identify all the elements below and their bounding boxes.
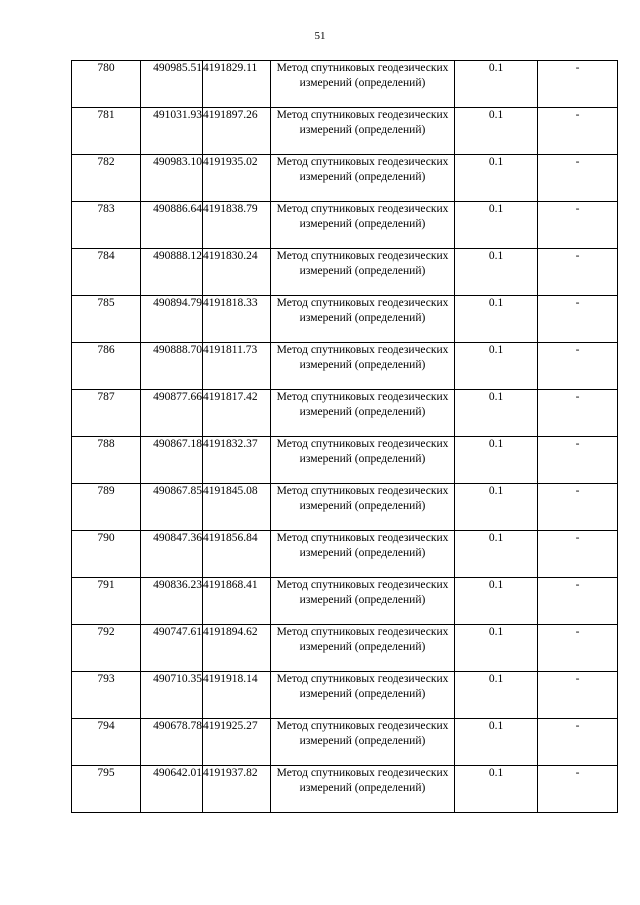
method-cell: Метод спутниковых геодезических измерений (определений): [271, 249, 455, 296]
table-row: [72, 766, 618, 813]
table-row: [72, 437, 618, 484]
method-cell: Метод спутниковых геодезических измерений (определений): [271, 672, 455, 719]
accuracy-cell: 0.1: [455, 578, 538, 625]
accuracy-cell: 0.1: [455, 484, 538, 531]
method-cell: Метод спутниковых геодезических измерений (определений): [271, 437, 455, 484]
y-coordinate-cell: 4191935.02: [203, 155, 271, 202]
x-coordinate-cell: 490847.36: [141, 531, 203, 578]
extra-cell: -: [538, 672, 618, 719]
point-number-cell: 786: [72, 343, 141, 390]
method-cell: Метод спутниковых геодезических измерений (определений): [271, 531, 455, 578]
accuracy-cell: 0.1: [455, 672, 538, 719]
point-number-cell: 785: [72, 296, 141, 343]
table-row: [72, 672, 618, 719]
accuracy-cell: 0.1: [455, 61, 538, 108]
extra-cell: -: [538, 531, 618, 578]
point-number-cell: 795: [72, 766, 141, 813]
page-number: 51: [314, 30, 326, 42]
x-coordinate-cell: 490877.66: [141, 390, 203, 437]
y-coordinate-cell: 4191897.26: [203, 108, 271, 155]
table-row: [72, 484, 618, 531]
method-cell: Метод спутниковых геодезических измерений (определений): [271, 61, 455, 108]
accuracy-cell: 0.1: [455, 296, 538, 343]
extra-cell: -: [538, 578, 618, 625]
table-row: [72, 578, 618, 625]
x-coordinate-cell: 491031.93: [141, 108, 203, 155]
y-coordinate-cell: 4191856.84: [203, 531, 271, 578]
x-coordinate-cell: 490642.01: [141, 766, 203, 813]
x-coordinate-cell: 490888.70: [141, 343, 203, 390]
x-coordinate-cell: 490747.61: [141, 625, 203, 672]
y-coordinate-cell: 4191937.82: [203, 766, 271, 813]
y-coordinate-cell: 4191811.73: [203, 343, 271, 390]
accuracy-cell: 0.1: [455, 108, 538, 155]
extra-cell: -: [538, 390, 618, 437]
x-coordinate-cell: 490983.10: [141, 155, 203, 202]
table-row: [72, 390, 618, 437]
extra-cell: -: [538, 437, 618, 484]
point-number-cell: 780: [72, 61, 141, 108]
x-coordinate-cell: 490867.85: [141, 484, 203, 531]
accuracy-cell: 0.1: [455, 766, 538, 813]
extra-cell: -: [538, 343, 618, 390]
extra-cell: -: [538, 61, 618, 108]
accuracy-cell: 0.1: [455, 437, 538, 484]
x-coordinate-cell: 490886.64: [141, 202, 203, 249]
method-cell: Метод спутниковых геодезических измерений (определений): [271, 766, 455, 813]
y-coordinate-cell: 4191868.41: [203, 578, 271, 625]
point-number-cell: 787: [72, 390, 141, 437]
point-number-cell: 788: [72, 437, 141, 484]
table-row: [72, 108, 618, 155]
y-coordinate-cell: 4191817.42: [203, 390, 271, 437]
table-row: [72, 202, 618, 249]
accuracy-cell: 0.1: [455, 155, 538, 202]
table-row: [72, 719, 618, 766]
extra-cell: -: [538, 296, 618, 343]
y-coordinate-cell: 4191925.27: [203, 719, 271, 766]
extra-cell: -: [538, 766, 618, 813]
table-row: [72, 343, 618, 390]
method-cell: Метод спутниковых геодезических измерений (определений): [271, 578, 455, 625]
method-cell: Метод спутниковых геодезических измерений (определений): [271, 108, 455, 155]
y-coordinate-cell: 4191845.08: [203, 484, 271, 531]
extra-cell: -: [538, 155, 618, 202]
y-coordinate-cell: 4191894.62: [203, 625, 271, 672]
accuracy-cell: 0.1: [455, 531, 538, 578]
table-row: [72, 249, 618, 296]
extra-cell: -: [538, 249, 618, 296]
point-number-cell: 781: [72, 108, 141, 155]
y-coordinate-cell: 4191832.37: [203, 437, 271, 484]
accuracy-cell: 0.1: [455, 625, 538, 672]
x-coordinate-cell: 490894.79: [141, 296, 203, 343]
extra-cell: -: [538, 202, 618, 249]
extra-cell: -: [538, 484, 618, 531]
y-coordinate-cell: 4191829.11: [203, 61, 271, 108]
point-number-cell: 782: [72, 155, 141, 202]
method-cell: Метод спутниковых геодезических измерений (определений): [271, 625, 455, 672]
x-coordinate-cell: 490836.23: [141, 578, 203, 625]
point-number-cell: 791: [72, 578, 141, 625]
accuracy-cell: 0.1: [455, 249, 538, 296]
y-coordinate-cell: 4191818.33: [203, 296, 271, 343]
accuracy-cell: 0.1: [455, 202, 538, 249]
extra-cell: -: [538, 719, 618, 766]
y-coordinate-cell: 4191830.24: [203, 249, 271, 296]
point-number-cell: 794: [72, 719, 141, 766]
method-cell: Метод спутниковых геодезических измерений (определений): [271, 343, 455, 390]
extra-cell: -: [538, 108, 618, 155]
point-number-cell: 783: [72, 202, 141, 249]
point-number-cell: 789: [72, 484, 141, 531]
method-cell: Метод спутниковых геодезических измерений (определений): [271, 202, 455, 249]
y-coordinate-cell: 4191918.14: [203, 672, 271, 719]
extra-cell: -: [538, 625, 618, 672]
table-row: [72, 61, 618, 108]
accuracy-cell: 0.1: [455, 719, 538, 766]
point-number-cell: 784: [72, 249, 141, 296]
method-cell: Метод спутниковых геодезических измерений (определений): [271, 484, 455, 531]
table-row: [72, 625, 618, 672]
point-number-cell: 790: [72, 531, 141, 578]
x-coordinate-cell: 490888.12: [141, 249, 203, 296]
x-coordinate-cell: 490867.18: [141, 437, 203, 484]
table-row: [72, 155, 618, 202]
table-body: [72, 61, 618, 813]
method-cell: Метод спутниковых геодезических измерений (определений): [271, 296, 455, 343]
method-cell: Метод спутниковых геодезических измерений (определений): [271, 155, 455, 202]
table-row: [72, 531, 618, 578]
x-coordinate-cell: 490985.51: [141, 61, 203, 108]
method-cell: Метод спутниковых геодезических измерений (определений): [271, 719, 455, 766]
accuracy-cell: 0.1: [455, 390, 538, 437]
coordinates-table: [71, 60, 618, 813]
method-cell: Метод спутниковых геодезических измерений (определений): [271, 390, 455, 437]
x-coordinate-cell: 490710.35: [141, 672, 203, 719]
y-coordinate-cell: 4191838.79: [203, 202, 271, 249]
accuracy-cell: 0.1: [455, 343, 538, 390]
point-number-cell: 792: [72, 625, 141, 672]
table-row: [72, 296, 618, 343]
point-number-cell: 793: [72, 672, 141, 719]
x-coordinate-cell: 490678.78: [141, 719, 203, 766]
